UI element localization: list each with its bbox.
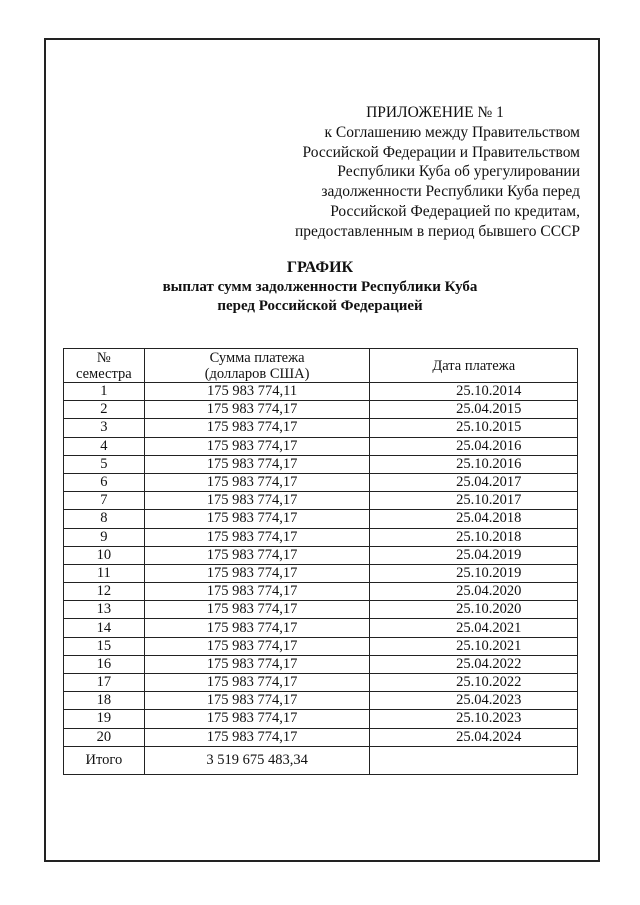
semester-number-cell: 11 <box>64 564 145 582</box>
payment-date: 25.04.2023 <box>456 692 522 709</box>
payment-date: 25.04.2017 <box>456 474 522 491</box>
payment-amount-cell <box>144 455 370 473</box>
payment-date-cell <box>370 583 578 601</box>
table-row <box>64 583 578 601</box>
payment-date-cell <box>370 674 578 692</box>
payment-date-cell <box>370 546 578 564</box>
semester-number-cell: 15 <box>64 637 145 655</box>
payment-date-cell <box>370 710 578 728</box>
total-sum-cell <box>144 746 370 774</box>
semester-number-cell: 9 <box>64 528 145 546</box>
payment-date-cell <box>370 564 578 582</box>
payment-amount-cell <box>144 674 370 692</box>
header-text: Дата платежа <box>432 357 516 374</box>
semester-number-cell: 17 <box>64 674 145 692</box>
payment-amount: 175 983 774,17 <box>206 419 298 436</box>
payment-date: 25.10.2022 <box>456 674 522 691</box>
payment-amount-cell <box>144 637 370 655</box>
semester-number-cell: 4 <box>64 437 145 455</box>
table-row <box>64 637 578 655</box>
appendix-line: задолженности Республики Куба перед <box>321 183 580 201</box>
table-row <box>64 419 578 437</box>
table-row <box>64 510 578 528</box>
payment-date: 25.04.2019 <box>456 546 522 563</box>
payment-date-cell <box>370 383 578 401</box>
payment-date-cell <box>370 655 578 673</box>
payment-date: 25.04.2015 <box>456 401 522 418</box>
semester-number-cell: 5 <box>64 455 145 473</box>
payment-date-cell <box>370 419 578 437</box>
payment-date: 25.04.2024 <box>456 728 522 745</box>
semester-number-cell: 13 <box>64 601 145 619</box>
payment-date: 25.04.2016 <box>456 437 522 454</box>
payment-amount-cell <box>144 619 370 637</box>
payment-date-cell <box>370 437 578 455</box>
payment-schedule-table <box>63 348 578 775</box>
semester-number-cell: 1 <box>64 383 145 401</box>
table-row <box>64 546 578 564</box>
payment-amount-cell <box>144 401 370 419</box>
payment-date: 25.04.2021 <box>456 619 522 636</box>
payment-date-cell <box>370 619 578 637</box>
payment-date: 25.04.2018 <box>456 510 522 527</box>
appendix-line: Российской Федерации и Правительством <box>302 143 580 161</box>
appendix-line: к Соглашению между Правительством <box>324 123 580 141</box>
appendix-line: Российской Федерацией по кредитам, <box>330 202 580 220</box>
payment-date: 25.10.2021 <box>456 637 522 654</box>
title-main: ГРАФИК <box>286 259 354 276</box>
payment-date-cell <box>370 455 578 473</box>
payment-date: 25.10.2017 <box>456 492 522 509</box>
payment-amount-cell <box>144 692 370 710</box>
document-title <box>60 258 580 317</box>
payment-amount: 175 983 774,17 <box>206 546 298 563</box>
table-row <box>64 401 578 419</box>
payment-date-cell <box>370 692 578 710</box>
table-row <box>64 601 578 619</box>
payment-amount: 175 983 774,17 <box>206 528 298 545</box>
payment-amount-cell <box>144 655 370 673</box>
payment-amount: 175 983 774,17 <box>206 583 298 600</box>
payment-amount-cell <box>144 601 370 619</box>
payment-amount: 175 983 774,17 <box>206 619 298 636</box>
table-row <box>64 674 578 692</box>
payment-date: 25.10.2015 <box>456 419 522 436</box>
semester-number-cell: 6 <box>64 473 145 491</box>
payment-amount-cell <box>144 383 370 401</box>
table-row <box>64 455 578 473</box>
payment-amount: 175 983 774,17 <box>206 474 298 491</box>
payment-date: 25.04.2022 <box>456 655 522 672</box>
payment-amount-cell <box>144 583 370 601</box>
appendix-line: предоставленным в период бывшего СССР <box>294 222 580 240</box>
payment-amount: 175 983 774,17 <box>206 728 298 745</box>
payment-amount-cell <box>144 492 370 510</box>
semester-number-cell: 18 <box>64 692 145 710</box>
payment-date-cell <box>370 510 578 528</box>
payment-amount: 175 983 774,17 <box>206 601 298 618</box>
payment-amount-cell <box>144 728 370 746</box>
table-row <box>64 728 578 746</box>
payment-date-cell <box>370 473 578 491</box>
table-body <box>64 383 578 747</box>
table-row <box>64 655 578 673</box>
payment-amount-cell <box>144 546 370 564</box>
payment-date-cell <box>370 637 578 655</box>
appendix-header <box>250 103 580 242</box>
payment-date: 25.10.2019 <box>456 564 522 581</box>
payment-amount-cell <box>144 528 370 546</box>
payment-date: 25.10.2020 <box>456 601 522 618</box>
payment-amount-cell <box>144 473 370 491</box>
payment-date: 25.04.2020 <box>456 583 522 600</box>
header-semester-number <box>64 349 145 383</box>
table-row <box>64 528 578 546</box>
title-line: перед Российской Федерацией <box>217 298 423 314</box>
payment-amount-cell <box>144 564 370 582</box>
table-row <box>64 383 578 401</box>
payment-amount-cell <box>144 510 370 528</box>
payment-date-cell <box>370 728 578 746</box>
payment-amount: 175 983 774,17 <box>206 692 298 709</box>
payment-amount: 175 983 774,17 <box>206 401 298 418</box>
payment-amount: 175 983 774,17 <box>206 655 298 672</box>
semester-number-cell: 7 <box>64 492 145 510</box>
header-text: № <box>96 349 111 366</box>
payment-date: 25.10.2014 <box>456 383 522 400</box>
semester-number-cell: 16 <box>64 655 145 673</box>
semester-number-cell: 3 <box>64 419 145 437</box>
table-row <box>64 492 578 510</box>
title-line: выплат сумм задолженности Республики Куба <box>162 278 478 295</box>
table-row <box>64 692 578 710</box>
header-text: семестра <box>76 365 132 382</box>
payment-amount-cell <box>144 419 370 437</box>
semester-number-cell: 8 <box>64 510 145 528</box>
table-header-row <box>64 349 578 383</box>
semester-number-cell: 19 <box>64 710 145 728</box>
semester-number-cell: 2 <box>64 401 145 419</box>
total-row <box>64 746 578 774</box>
semester-number-cell: 10 <box>64 546 145 564</box>
semester-number-cell: 12 <box>64 583 145 601</box>
payment-date: 25.10.2018 <box>456 528 522 545</box>
header-text: Сумма платежа <box>209 349 305 366</box>
payment-amount: 175 983 774,17 <box>206 637 298 654</box>
payment-amount: 175 983 774,17 <box>206 437 298 454</box>
table-row <box>64 437 578 455</box>
total-label: Итого <box>64 746 145 774</box>
header-payment-amount <box>144 349 370 383</box>
semester-number-cell: 14 <box>64 619 145 637</box>
table-row <box>64 710 578 728</box>
payment-amount: 175 983 774,17 <box>206 510 298 527</box>
table-row <box>64 473 578 491</box>
payment-date: 25.10.2023 <box>456 710 522 727</box>
payment-amount: 175 983 774,17 <box>206 492 298 509</box>
semester-number-cell: 20 <box>64 728 145 746</box>
total-date <box>370 746 578 774</box>
payment-amount: 175 983 774,17 <box>206 455 298 472</box>
payment-date-cell <box>370 401 578 419</box>
payment-date-cell <box>370 492 578 510</box>
payment-date: 25.10.2016 <box>456 455 522 472</box>
payment-date-cell <box>370 528 578 546</box>
table-row <box>64 619 578 637</box>
appendix-number: ПРИЛОЖЕНИЕ № 1 <box>366 104 504 121</box>
payment-amount: 175 983 774,17 <box>206 710 298 727</box>
payment-date-cell <box>370 601 578 619</box>
payment-amount: 175 983 774,11 <box>207 383 298 400</box>
header-payment-date <box>370 349 578 383</box>
payment-amount-cell <box>144 710 370 728</box>
payment-amount-cell <box>144 437 370 455</box>
header-text: (долларов США) <box>204 365 310 382</box>
appendix-line: Республики Куба об урегулировании <box>337 163 580 181</box>
payment-amount: 175 983 774,17 <box>206 674 298 691</box>
table-row <box>64 564 578 582</box>
payment-amount: 175 983 774,17 <box>206 564 298 581</box>
total-sum: 3 519 675 483,34 <box>206 751 308 768</box>
